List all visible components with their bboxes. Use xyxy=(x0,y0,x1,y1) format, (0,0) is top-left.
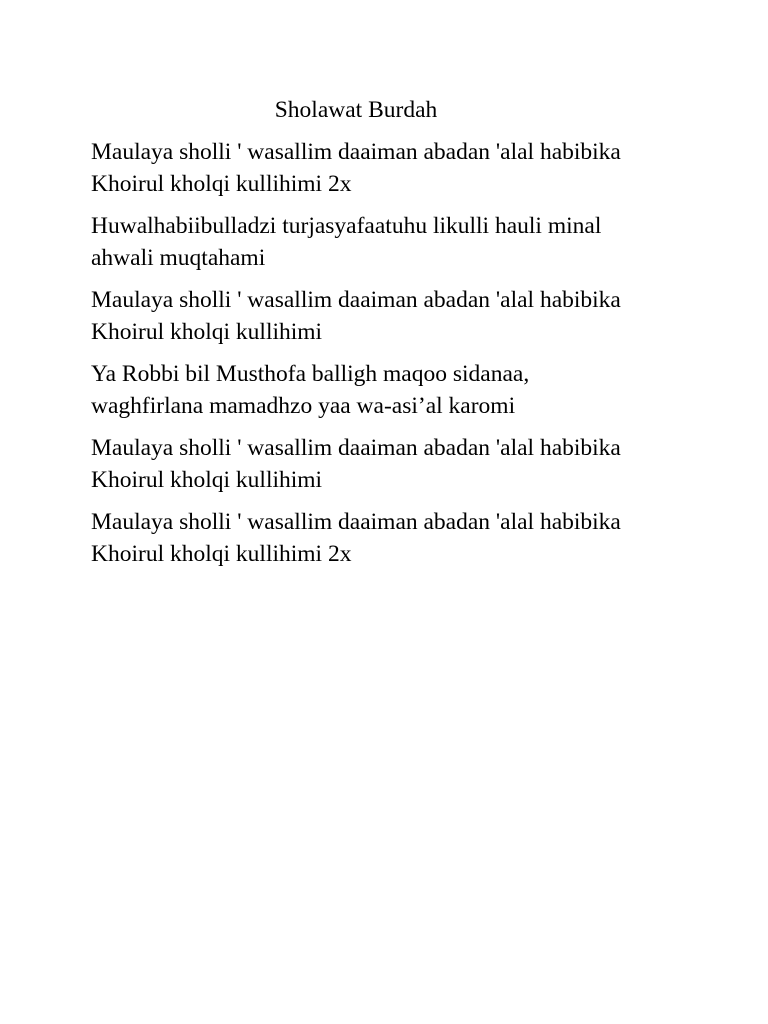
stanza-line: Maulaya sholli ' wasallim daaiman abadan 'alal habibika xyxy=(91,139,621,165)
stanza-line: waghfirlana mamadhzo yaa wa-asi’al karomi xyxy=(91,393,516,419)
page-title: Sholawat Burdah xyxy=(274,97,438,123)
stanza xyxy=(91,358,691,422)
stanza-line: ahwali muqtahami xyxy=(91,245,266,271)
stanza-line: Huwalhabiibulladzi turjasyafaatuhu likulli hauli minal xyxy=(91,213,602,239)
stanza-line: Khoirul kholqi kullihimi xyxy=(91,467,323,493)
stanza-line: Maulaya sholli ' wasallim daaiman abadan 'alal habibika xyxy=(91,509,621,535)
stanza xyxy=(91,432,691,496)
stanza-line: Ya Robbi bil Musthofa balligh maqoo sidanaa, xyxy=(91,361,530,387)
stanza xyxy=(91,136,691,200)
document-content xyxy=(91,94,691,580)
stanza-line: Maulaya sholli ' wasallim daaiman abadan 'alal habibika xyxy=(91,435,621,461)
stanza xyxy=(91,506,691,570)
stanza-line: Khoirul kholqi kullihimi 2x xyxy=(91,171,352,197)
stanza-line: Khoirul kholqi kullihimi 2x xyxy=(91,541,352,567)
stanza-line: Maulaya sholli ' wasallim daaiman abadan 'alal habibika xyxy=(91,287,621,313)
stanza-line: Khoirul kholqi kullihimi xyxy=(91,319,323,345)
stanza xyxy=(91,210,691,274)
stanza xyxy=(91,284,691,348)
